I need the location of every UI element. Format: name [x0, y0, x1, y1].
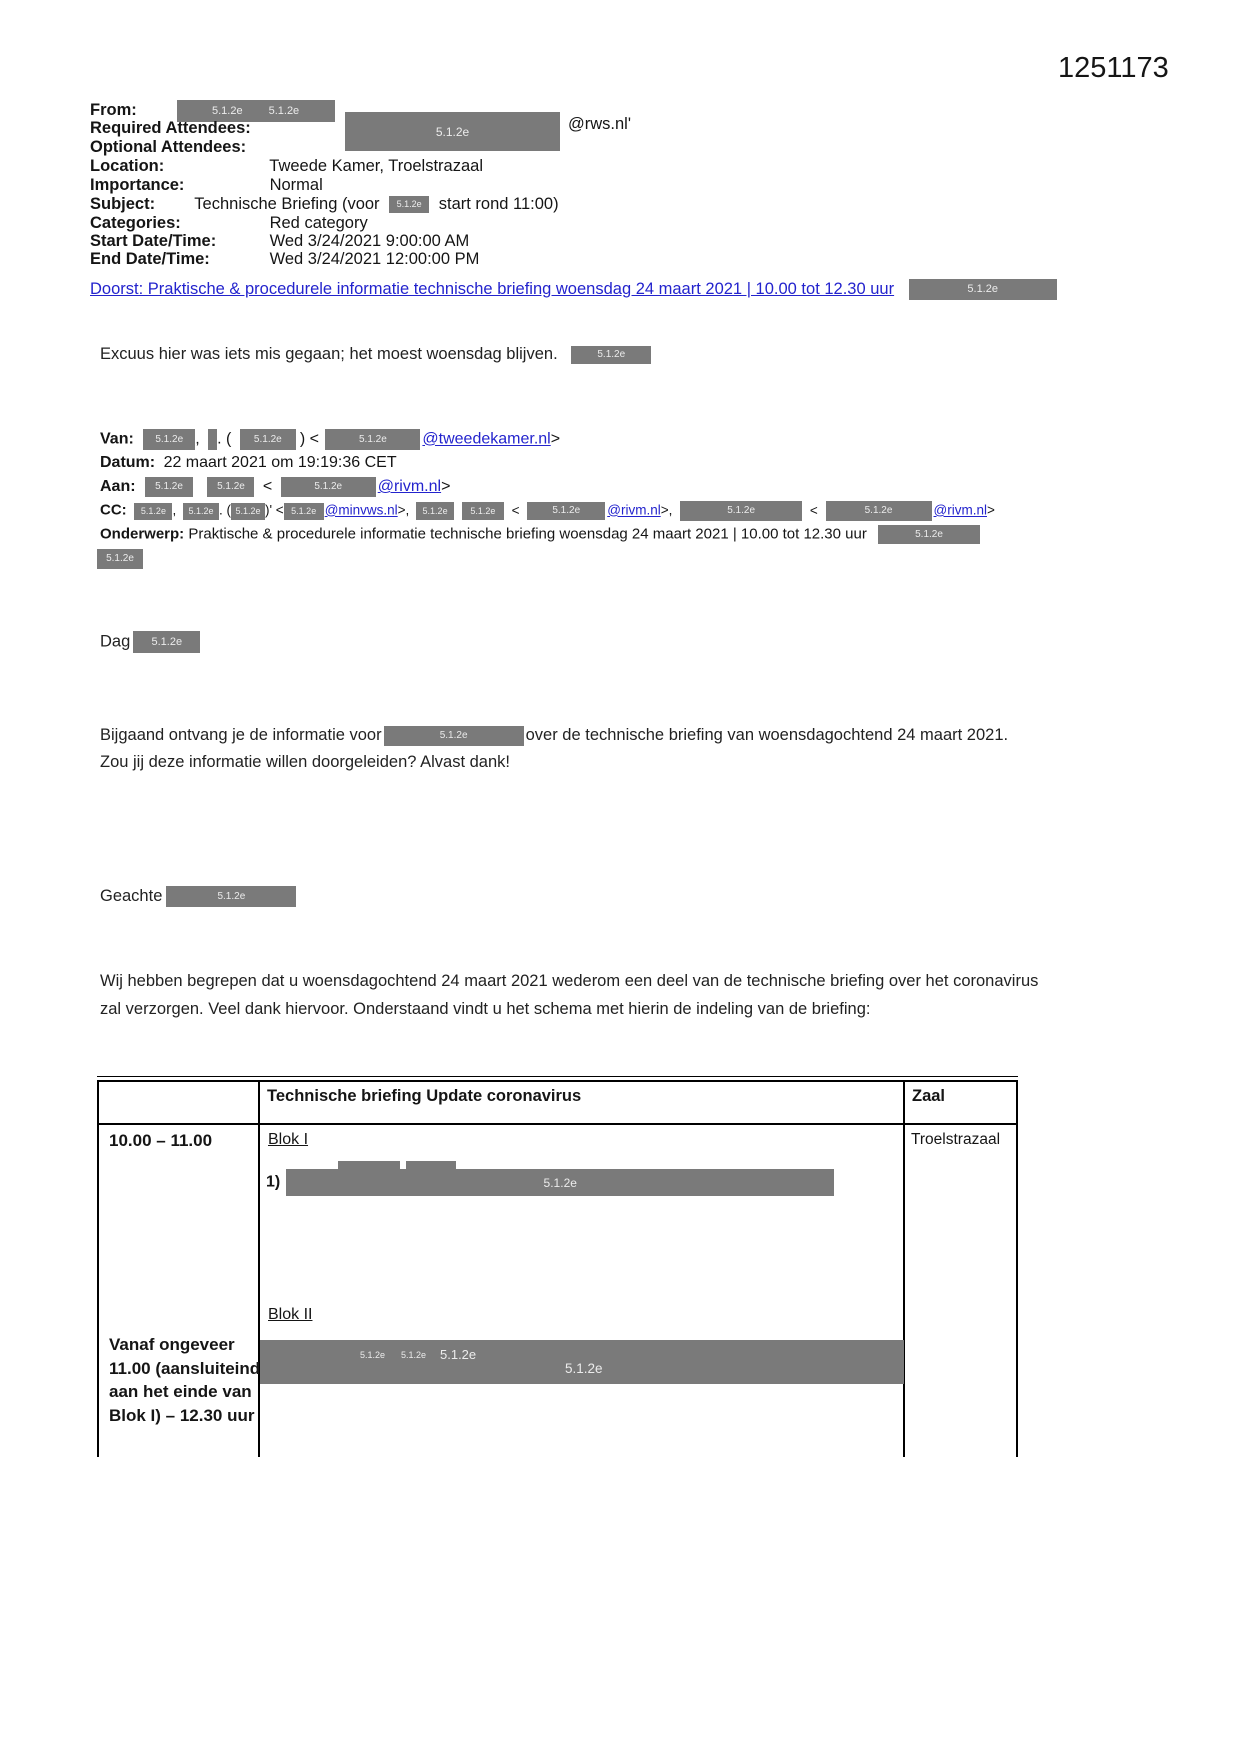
- table-top-rule: [97, 1076, 1018, 1077]
- p1-post: over de technische briefing van woensdagochtend 24 maart 2021.: [525, 726, 1009, 744]
- time-slot-2: Vanaf ongeveer 11.00 (aansluiteind aan het einde van Blok I) – 12.30 uur: [109, 1335, 261, 1425]
- table-header-empty: [99, 1082, 260, 1125]
- paragraph-intro: [100, 967, 1100, 1023]
- page-number: 1251173: [1058, 52, 1169, 84]
- p1-pre: Bijgaand ontvang je de informatie voor: [100, 726, 382, 744]
- blok-2-heading: Blok II: [268, 1306, 313, 1323]
- redaction-label: 5.1.2e: [915, 528, 943, 540]
- start-date-label: Start Date/Time:: [90, 232, 217, 250]
- salutation-line: [100, 886, 296, 907]
- p2-line1: Wij hebben begrepen dat u woensdagochtend 24 maart 2021 wederom een deel van de technische briefing over het coronavirus: [100, 972, 1039, 990]
- redaction-box: [143, 429, 195, 450]
- subject-label: Subject:: [90, 195, 156, 213]
- redaction-label: 5.1.2e: [727, 505, 756, 516]
- quoted-row-onderwerp: [100, 525, 980, 544]
- redaction-box: [384, 726, 524, 746]
- briefing-schedule-table: [97, 1080, 1018, 1457]
- redaction-box: [527, 502, 605, 520]
- header-row-subject: [90, 195, 559, 214]
- doorst-link[interactable]: Doorst: Praktische & procedurele informatie technische briefing woensdag 24 maart 2021 | 10.00 tot 12.30 uur: [90, 279, 895, 298]
- minvws-link[interactable]: @minvws.nl: [324, 502, 398, 518]
- rivm-link[interactable]: @rivm.nl: [377, 478, 442, 496]
- header-row-required: [90, 119, 251, 138]
- sep: . (: [217, 430, 232, 448]
- redaction-label: 5.1.2e: [235, 505, 261, 516]
- required-attendees-label: Required Attendees:: [90, 119, 251, 137]
- item-number: 1): [266, 1173, 281, 1191]
- redaction-label: 5.1.2e: [212, 104, 243, 117]
- greeting-text: Dag: [100, 632, 131, 651]
- redaction-box: [231, 503, 265, 520]
- tweedekamer-link[interactable]: @tweedekamer.nl: [422, 430, 551, 448]
- redaction-box: [281, 477, 376, 497]
- redaction-label: 5.1.2e: [359, 433, 387, 445]
- header-row-start: [90, 232, 469, 251]
- header-row-doorst: [90, 279, 1057, 300]
- sep: >,: [397, 502, 410, 518]
- redaction-label: 5.1.2e: [217, 890, 246, 902]
- quoted-row-cc: [100, 501, 995, 521]
- redaction-box: [183, 503, 219, 520]
- sep: ) <: [299, 430, 319, 448]
- redaction-label: 5.1.2e: [314, 481, 343, 492]
- forward-note-text: Excuus hier was iets mis gegaan; het moest woensdag blijven.: [100, 345, 558, 363]
- redaction-label: 5.1.2e: [435, 124, 470, 139]
- header-row-optional: [90, 138, 246, 157]
- redaction-label: 5.1.2e: [565, 1361, 603, 1376]
- redaction-box: [133, 631, 200, 653]
- redaction-label: 5.1.2e: [155, 481, 183, 492]
- redaction-label: 5.1.2e: [439, 729, 468, 741]
- redaction-label: 5.1.2e: [401, 1350, 427, 1360]
- redaction-box: [571, 346, 651, 364]
- redaction-box: [166, 886, 296, 907]
- sep: >,: [660, 502, 673, 518]
- zaal-value: Troelstrazaal: [911, 1131, 1001, 1148]
- redaction-label: 5.1.2e: [552, 505, 581, 516]
- sep: >: [441, 478, 451, 496]
- sep: >: [986, 502, 995, 518]
- start-date-value: Wed 3/24/2021 9:00:00 AM: [269, 232, 470, 250]
- redaction-bump: [406, 1161, 456, 1170]
- onderwerp-label: Onderwerp:: [100, 525, 185, 543]
- rivm-link[interactable]: @rivm.nl: [607, 502, 661, 518]
- blok-1-heading: Blok I: [268, 1131, 309, 1148]
- redaction-box: [680, 501, 802, 521]
- header-row-importance: [90, 176, 323, 195]
- redaction-box: [416, 502, 454, 520]
- aan-label: Aan:: [100, 478, 136, 496]
- subject-post: start rond 11:00): [438, 195, 559, 213]
- table-header-title: Technische briefing Update coronavirus: [260, 1082, 905, 1125]
- redaction-box: [325, 429, 420, 450]
- optional-attendees-label: Optional Attendees:: [90, 138, 247, 156]
- onderwerp-value: Praktische & procedurele informatie technische briefing woensdag 24 maart 2021 | 10.00 tot 12.30 uur: [188, 525, 867, 543]
- redaction-label: 5.1.2e: [217, 481, 245, 492]
- redaction-box: [134, 503, 172, 520]
- redaction-label: 5.1.2e: [597, 348, 626, 360]
- greeting-line: [100, 631, 200, 653]
- redaction-box: [240, 429, 296, 450]
- header-row-categories: [90, 214, 368, 233]
- redaction-box: [284, 503, 324, 520]
- redaction-label: 5.1.2e: [967, 283, 998, 295]
- categories-value: Red category: [269, 214, 368, 232]
- p1-line2: Zou jij deze informatie willen doorgeleiden? Alvast dank!: [100, 753, 510, 771]
- blok-1-item: [266, 1169, 834, 1196]
- table-header-zaal: Zaal: [905, 1082, 1016, 1125]
- sep: ,: [195, 430, 200, 448]
- location-label: Location:: [90, 157, 165, 175]
- redaction-box-attendees: [345, 112, 560, 151]
- p2-line2: zal verzorgen. Veel dank hiervoor. Onderstaand vindt u het schema met hierin de indeling van de briefing:: [100, 1000, 871, 1018]
- redaction-label: 5.1.2e: [155, 433, 184, 445]
- redaction-label: 5.1.2e: [864, 505, 893, 516]
- redaction-label: 5.1.2e: [360, 1350, 386, 1360]
- quoted-row-van: [100, 429, 560, 450]
- redaction-box: [462, 502, 504, 520]
- van-label: Van:: [100, 430, 134, 448]
- quoted-row-aan: [100, 477, 450, 497]
- time-slot-1: 10.00 – 11.00: [109, 1131, 213, 1150]
- sep: <: [511, 502, 520, 518]
- sep: )' <: [264, 502, 284, 518]
- end-date-value: Wed 3/24/2021 12:00:00 PM: [269, 250, 480, 268]
- header-row-end: [90, 250, 479, 269]
- table-cell-zaal: [905, 1125, 1016, 1457]
- salutation-text: Geachte: [100, 886, 163, 905]
- subject-pre: Technische Briefing (voor: [194, 195, 380, 213]
- forward-note: [100, 345, 651, 364]
- redaction-label: 5.1.2e: [422, 505, 448, 516]
- attendees-domain: @rws.nl': [568, 115, 631, 133]
- redaction-bar: [286, 1169, 834, 1196]
- from-label: From:: [90, 101, 137, 120]
- redaction-label: 5.1.2e: [188, 505, 214, 516]
- redaction-box: [878, 525, 980, 544]
- redaction-bar-large: [260, 1340, 904, 1384]
- sep: <: [809, 502, 818, 518]
- end-date-label: End Date/Time:: [90, 250, 210, 268]
- header-row-location: [90, 157, 483, 176]
- datum-label: Datum:: [100, 454, 156, 471]
- redaction-label: 5.1.2e: [543, 1176, 577, 1190]
- redaction-box: [97, 549, 143, 569]
- redaction-box: [826, 501, 932, 521]
- redaction-box: [389, 196, 429, 213]
- redaction-label: 5.1.2e: [396, 199, 422, 210]
- importance-label: Importance:: [90, 176, 185, 194]
- redaction-label: 5.1.2e: [470, 505, 496, 516]
- redaction-label: 5.1.2e: [151, 635, 183, 648]
- redaction-box: [145, 477, 193, 497]
- rivm-link[interactable]: @rivm.nl: [933, 502, 987, 518]
- sep: . (: [218, 502, 231, 518]
- sep: >: [550, 430, 561, 448]
- sep: <: [262, 478, 273, 496]
- redaction-bump: [338, 1161, 400, 1170]
- quoted-row-datum: [100, 454, 401, 472]
- redaction-label: 5.1.2e: [291, 505, 317, 516]
- redaction-box: [207, 477, 254, 497]
- redaction-label: 5.1.2e: [253, 433, 282, 445]
- table-cell-times: [99, 1125, 260, 1457]
- cc-label: CC:: [100, 501, 127, 519]
- datum-value: 22 maart 2021 om 19:19:36 CET: [163, 454, 397, 471]
- redaction-box-sliver: [208, 429, 217, 450]
- location-value: Tweede Kamer, Troelstrazaal: [269, 157, 483, 175]
- categories-label: Categories:: [90, 214, 181, 232]
- importance-value: Normal: [269, 176, 323, 194]
- redaction-label: 5.1.2e: [106, 553, 134, 564]
- paragraph-forward: [100, 722, 1100, 776]
- redaction-box: [909, 279, 1057, 300]
- redaction-label: 5.1.2e: [268, 104, 300, 117]
- redaction-label: 5.1.2e: [440, 1347, 477, 1362]
- redaction-label: 5.1.2e: [140, 505, 166, 516]
- table-cell-program: [260, 1125, 905, 1457]
- sep: ,: [172, 502, 177, 518]
